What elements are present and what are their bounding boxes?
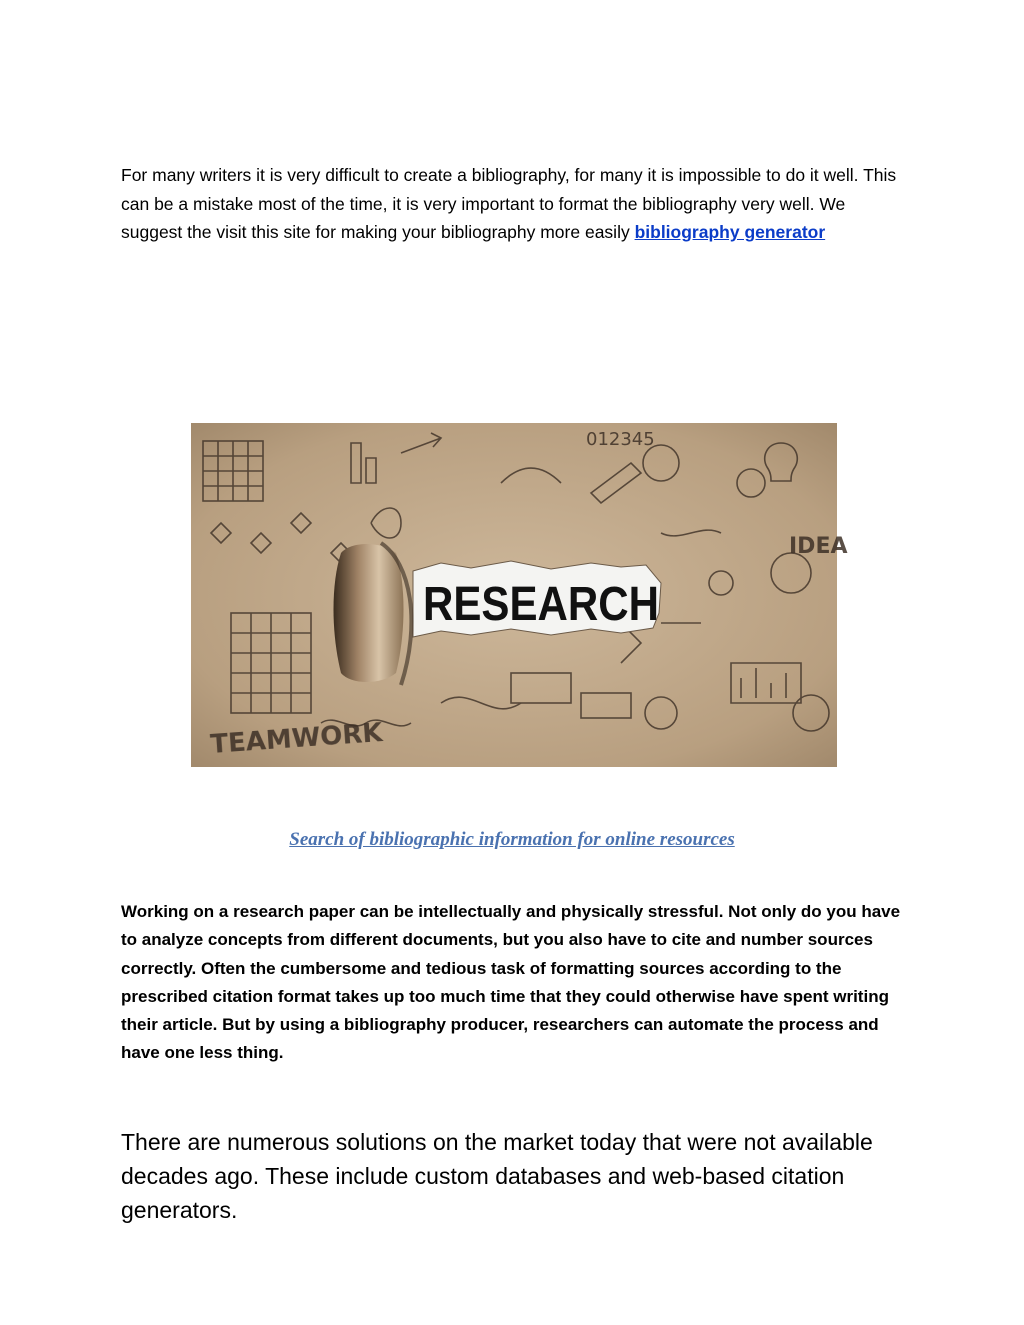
doodle-numbers: 012345 [586,429,655,450]
research-image [191,423,848,767]
doodle-idea: IDEA [789,534,848,559]
intro-text: For many writers it is very difficult to create a bibliography, for many it is impossible to do it well. This can be a mistake most of the time, it is very important to format the bibliography very well. We suggest the visit this site for making your bibliography more easily [121,165,897,242]
figure-caption: Search of bibliographic information for online resources [289,829,735,850]
bold-paragraph: Working on a research paper can be intellectually and physically stressful. Not only do you have to analyze concepts from different documents, but you also have to cite and number sources correctly. Often the cumbersome and tedious task of formatting sources according to the prescribed citation format takes up too much time that they could otherwise have spent writing their article. But by using a bibliography producer, researchers can automate the process and have one less thing. [121,902,901,1063]
bibliography-generator-link[interactable]: bibliography generator [634,222,826,242]
large-paragraph: There are numerous solutions on the market today that were not available decades ago. These include custom databases and web-based citation generators. [121,1129,873,1223]
banner-research-text: RESEARCH [423,578,659,631]
intro-paragraph [121,161,911,247]
doodle-teamwork: TEAMWORK [209,718,384,760]
